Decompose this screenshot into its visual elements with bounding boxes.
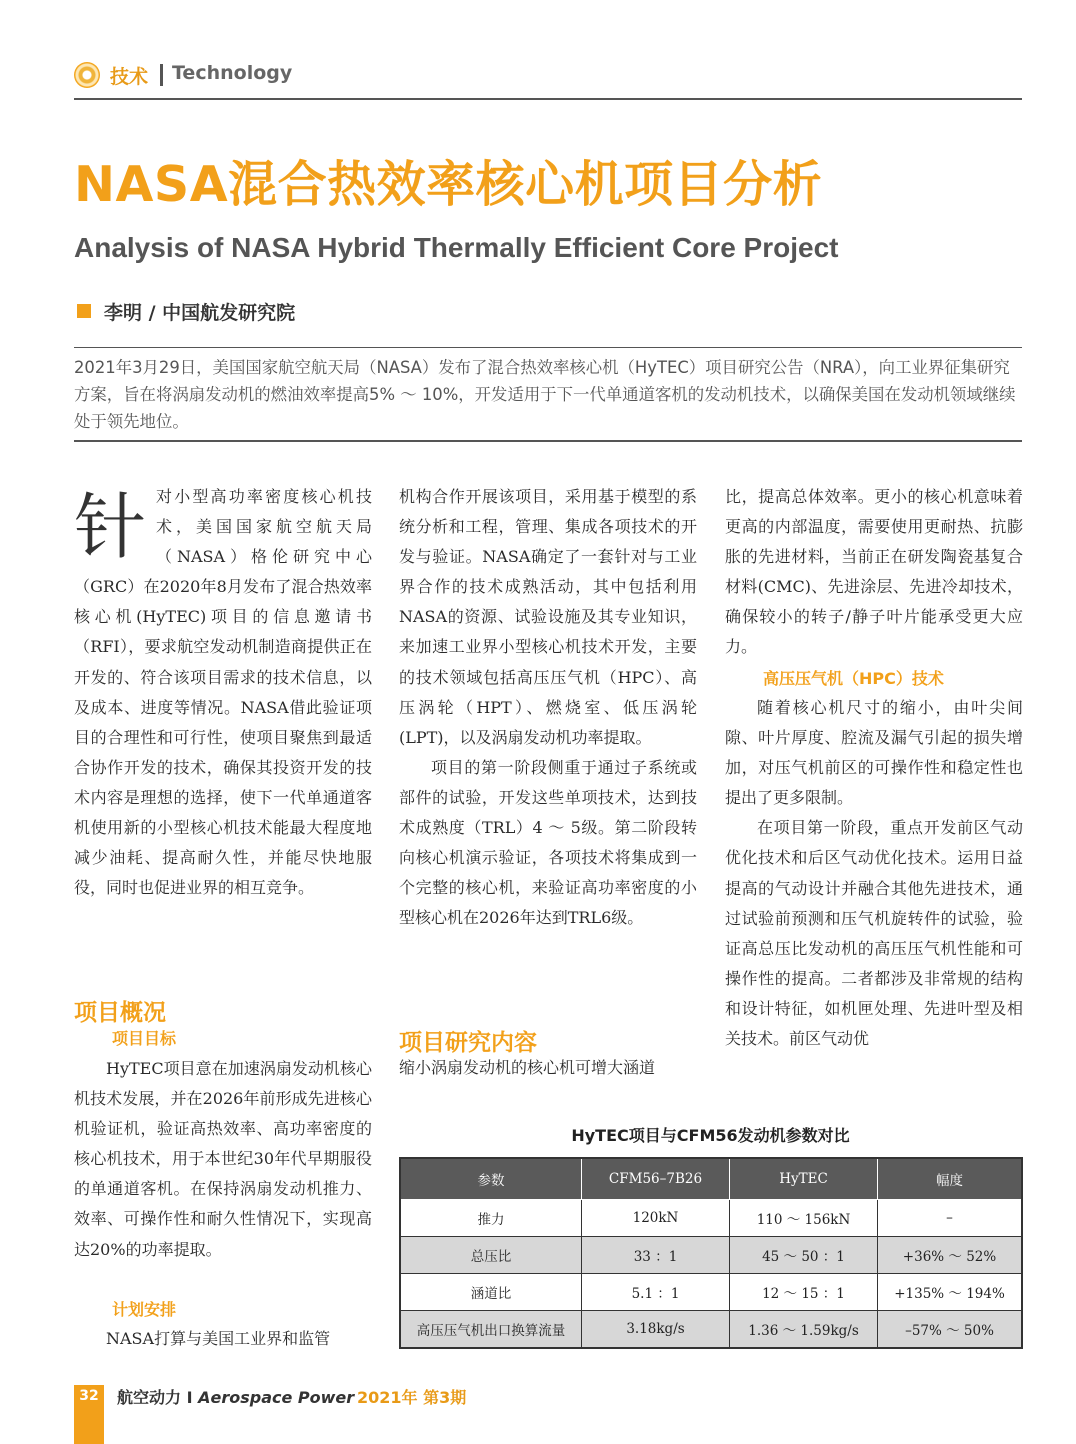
- column-2: [399, 482, 697, 933]
- subheading-plan: 计划安排: [112, 1300, 177, 1319]
- subheading-hpc: 高压压气机（HPC）技术: [763, 669, 944, 688]
- author-line: 李明 / 中国航发研究院: [104, 302, 296, 324]
- intro-paragraph: [74, 482, 372, 903]
- column-1-lower: [74, 1054, 372, 1265]
- section-label-en: Technology: [172, 62, 293, 84]
- author-marker: [77, 304, 91, 318]
- column-3-lower: [725, 693, 1023, 1054]
- table-row: [400, 1237, 1022, 1274]
- subheading-project-goal: 项目目标: [112, 1029, 177, 1048]
- table-cell: 5.1 ：1: [582, 1274, 730, 1311]
- table-header-cell: 幅度: [878, 1158, 1023, 1200]
- table-row: [400, 1200, 1022, 1237]
- table-cell: 120kN: [582, 1200, 730, 1237]
- table-row: [400, 1274, 1022, 1311]
- article-title-zh: NASA混合热效率核心机项目分析: [74, 156, 823, 213]
- table-cell: +135% ～ 194%: [878, 1274, 1023, 1311]
- table-cell: 总压比: [400, 1237, 582, 1274]
- section-divider: [160, 64, 163, 86]
- table-cell: 涵道比: [400, 1274, 582, 1311]
- table-cell: –: [878, 1200, 1023, 1237]
- table-row: [400, 1311, 1022, 1349]
- section-logo-icon: [74, 62, 100, 88]
- comparison-table: [399, 1157, 1023, 1349]
- paragraph-phases: 项目的第一阶段侧重于通过子系统或部件的试验，开发这些单项技术，达到技术成熟度（TRL）4 ～ 5级。第二阶段转向核心机演示验证，各项技术将集成到一个完整的核心机，来验证高功率密度的小型核心机在2026年达到TRL6级。: [399, 757, 697, 928]
- column-2-end: [399, 1053, 697, 1083]
- heading-project-overview: 项目概况: [74, 1000, 166, 1026]
- paragraph-goal: HyTEC项目意在加速涡扇发动机核心机技术发展，并在2026年前形成先进核心机验证机，验证高热效率、高功率密度的核心机技术，用于本世纪30年代早期服役的单通道客机。在保持涡扇发动机推力、效率、可操作性和耐久性情况下，实现高达20%的功率提取。: [74, 1059, 372, 1259]
- table-cell: 高压压气机出口换算流量: [400, 1311, 582, 1349]
- journal-name-en: Aerospace Power: [198, 1388, 355, 1407]
- paragraph-hpc-phase1: 在项目第一阶段，重点开发前区气动优化技术和后区气动优化技术。运用日益提高的气动设计并融合其他先进技术，通过试验前预测和压气机旋转件的试验，验证高总压比发动机的高压压气机性能和可操作性的提高。二者都涉及非常规的结构和设计特征，如机匣处理、先进叶型及相关技术。前区气动优: [725, 818, 1023, 1049]
- table-header-row: [400, 1158, 1022, 1200]
- abstract-rule-bottom: [74, 440, 1022, 442]
- paragraph-core-size: 缩小涡扇发动机的核心机可增大涵道: [399, 1058, 656, 1077]
- paragraph-plan: NASA打算与美国工业界和监管: [106, 1329, 331, 1348]
- table-cell: 12 ～ 15 ：1: [730, 1274, 878, 1311]
- intro-text: 对小型高功率密度核心机技术，美国国家航空航天局（NASA）格伦研究中心（GRC）在2020年8月发布了混合热效率核心机(HyTEC)项目的信息邀请书（RFI），要求航空发动机制造商提供正在开发的、符合该项目需求的技术信息，以及成本、进度等情况。NASA借此验证项目的合理性和可行性，使项目聚焦到最适合协作开发的技术，确保其投资开发的技术内容是理想的选择，使下一代单通道客机使用新的小型核心机技术能最大程度地减少油耗、提高耐久性，并能尽快地服役，同时也促进业界的相互竞争。: [74, 487, 372, 898]
- table-title: HyTEC项目与CFM56发动机参数对比: [571, 1126, 850, 1145]
- paragraph-collab: 机构合作开展该项目，采用基于模型的系统分析和工程，管理、集成各项技术的开发与验证。NASA确定了一套针对与工业界合作的技术成熟活动，其中包括利用NASA的资源、试验设施及其专业知识，来加速工业界小型核心机技术开发，主要的技术领域包括高压压气机（HPC）、高压涡轮（HPT）、燃烧室、低压涡轮(LPT)，以及涡扇发动机功率提取。: [399, 487, 697, 747]
- issue-label: 2021年 第3期: [357, 1388, 467, 1407]
- paragraph-efficiency: 比，提高总体效率。更小的核心机意味着更高的内部温度，需要使用更耐热、抗膨胀的先进材料，当前正在研发陶瓷基复合材料(CMC)、先进涂层、先进冷却技术，确保较小的转子/静子叶片能承受更大应力。: [725, 487, 1023, 657]
- abstract: 2021年3月29日，美国国家航空航天局（NASA）发布了混合热效率核心机（HyTEC）项目研究公告（NRA），向工业界征集研究方案，旨在将涡扇发动机的燃油效率提高5% ～ 10%，开发适用于下一代单通道客机的发动机技术，以确保美国在发动机领域继续处于领先地位。: [74, 358, 1016, 431]
- abstract-rule-top: [74, 347, 1022, 348]
- table-header-cell: CFM56–7B26: [582, 1158, 730, 1200]
- table-header-cell: HyTEC: [730, 1158, 878, 1200]
- table-header-cell: 参数: [400, 1158, 582, 1200]
- article-title-en: Analysis of NASA Hybrid Thermally Efficient Core Project: [74, 232, 839, 263]
- table-cell: 推力: [400, 1200, 582, 1237]
- column-1-end: [74, 1324, 372, 1354]
- table-cell: 33 ：1: [582, 1237, 730, 1274]
- column-1: [74, 482, 372, 903]
- column-3: [725, 482, 1023, 663]
- table-cell: –57% ～ 50%: [878, 1311, 1023, 1349]
- table-cell: 110 ～ 156kN: [730, 1200, 878, 1237]
- table-cell: +36% ～ 52%: [878, 1237, 1023, 1274]
- page-number: 32: [79, 1388, 99, 1404]
- heading-research-content: 项目研究内容: [399, 1030, 537, 1056]
- journal-name: 航空动力 I Aerospace Power: [117, 1388, 355, 1407]
- table-cell: 1.36 ～ 1.59kg/s: [730, 1311, 878, 1349]
- header-rule: [74, 98, 1022, 100]
- journal-name-zh: 航空动力: [117, 1388, 182, 1407]
- section-label-zh: 技术: [110, 66, 149, 88]
- paragraph-hpc-losses: 随着核心机尺寸的缩小，由叶尖间隙、叶片厚度、腔流及漏气引起的损失增加，对压气机前区的可操作性和稳定性也提出了更多限制。: [725, 698, 1023, 808]
- drop-cap: 针: [74, 485, 147, 569]
- table-cell: 3.18kg/s: [582, 1311, 730, 1349]
- table-cell: 45 ～ 50 ：1: [730, 1237, 878, 1274]
